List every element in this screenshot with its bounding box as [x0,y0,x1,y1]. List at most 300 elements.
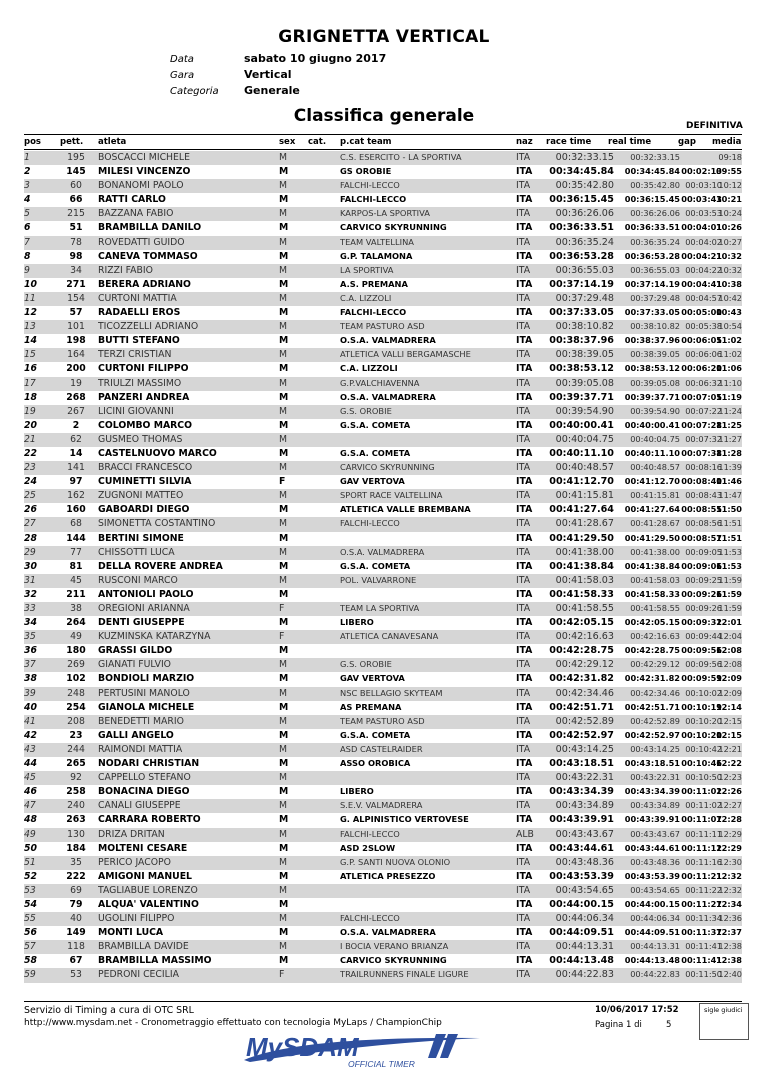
row-race-time: 00:44:13.48 [549,955,614,967]
table-row [24,221,742,235]
table-row [24,898,742,912]
row-athlete: BOSCACCI MICHELE [98,152,190,163]
row-real-time: 00:41:38.84 [624,560,680,571]
row-pos: 42 [24,729,37,741]
row-bib: 160 [66,504,86,516]
row-team: KARPOS-LA SPORTIVA [340,208,430,219]
row-gap: 00:04:21 [681,250,722,261]
table-row [24,433,742,447]
row-nation: ITA [516,729,533,741]
table-row [24,250,742,264]
row-gap: 00:07:32 [685,433,722,444]
row-gap: 00:04:22 [685,264,722,275]
col-header-real: real time [608,137,652,147]
table-row [24,377,742,391]
row-gap: 00:08:56 [685,518,722,529]
row-pos: 59 [24,969,36,981]
row-sex: M [279,447,289,459]
row-pace: 11:51 [715,532,742,543]
table-row [24,306,742,320]
row-pos: 6 [24,222,31,234]
row-real-time: 00:41:58.33 [624,588,680,599]
row-pos: 49 [24,828,36,840]
row-nation: ITA [516,856,531,868]
row-athlete: COLOMBO MARCO [98,419,193,431]
row-athlete: CHISSOTTI LUCA [98,546,175,558]
row-nation: ITA [516,800,531,812]
row-bib: 69 [70,884,82,896]
row-athlete: GUSMEO THOMAS [98,433,183,445]
meta-value-data: sabato 10 giugno 2017 [244,52,387,65]
row-gap: 00:11:34 [685,913,722,924]
row-nation: ITA [516,715,531,727]
row-gap: 00:03:53 [685,208,722,219]
row-nation: ITA [516,264,531,276]
row-team: ATLETICA PRESEZZO [340,870,436,881]
row-team: O.S.A. VALMADRERA [340,546,425,557]
row-bib: 200 [66,363,86,375]
row-gap: 00:04:41 [681,278,722,289]
row-sex: M [279,391,289,403]
row-bib: 118 [67,941,85,953]
row-sex: M [279,462,288,474]
row-sex: M [279,264,288,276]
row-nation: ITA [516,546,531,558]
row-race-time: 00:43:43.67 [555,828,614,840]
row-gap: 00:10:19 [681,701,722,712]
row-athlete: ALQUA' VALENTINO [98,898,199,910]
row-race-time: 00:43:14.25 [555,743,614,755]
row-pace: 11:02 [715,335,742,346]
table-row [24,630,742,644]
row-real-time: 00:38:37.96 [624,335,680,346]
col-header-sex: sex [279,137,296,147]
row-team: GAV VERTOVA [340,476,405,487]
row-team: ASD CASTELRAIDER [340,743,423,754]
row-team: G.S. OROBIE [340,659,392,670]
row-race-time: 00:43:54.65 [555,884,614,896]
row-pace: 12:28 [715,814,742,825]
row-race-time: 00:37:14.19 [549,278,614,290]
row-bib: 2 [72,419,80,431]
row-bib: 60 [70,180,82,192]
row-real-time: 00:41:28.67 [630,518,680,529]
row-bib: 57 [69,307,83,319]
row-pace: 11:19 [715,391,742,402]
row-sex: M [279,786,289,798]
row-sex: M [279,729,289,741]
row-real-time: 00:38:10.82 [630,321,680,332]
row-pos: 25 [24,490,36,502]
row-race-time: 00:42:51.71 [549,701,614,713]
row-pos: 58 [24,955,37,967]
row-race-time: 00:42:52.89 [555,715,614,727]
row-pace: 11:25 [715,419,742,430]
row-race-time: 00:42:34.46 [555,687,614,699]
row-pos: 5 [24,208,30,220]
col-header-gap: gap [678,137,696,147]
row-race-time: 00:43:18.51 [549,758,614,770]
table-row [24,546,742,560]
row-nation: ITA [516,772,531,784]
row-race-time: 00:36:53.28 [549,250,614,262]
row-sex: M [279,490,288,502]
row-pos: 52 [24,870,37,882]
row-gap: 00:02:13 [681,166,722,177]
row-nation: ITA [516,659,531,671]
row-nation: ITA [516,673,533,685]
row-real-time: 00:36:53.28 [624,250,680,261]
table-row [24,320,742,334]
row-team: G.P. TALAMONA [340,250,413,261]
row-bib: 180 [66,645,86,657]
row-pace: 11:53 [718,546,742,557]
table-row [24,391,742,405]
row-real-time: 00:42:34.46 [630,687,680,698]
table-row [24,715,742,729]
row-race-time: 00:41:28.67 [555,518,614,530]
table-row [24,658,742,672]
meta-label-categoria: Categoria [170,86,219,97]
row-pace: 11:50 [715,504,742,515]
row-athlete: RATTI CARLO [98,194,166,206]
row-real-time: 00:44:22.83 [630,969,680,980]
row-pos: 47 [24,800,36,812]
row-race-time: 00:42:28.75 [549,645,614,657]
row-sex: M [279,842,289,854]
col-header-bib: pett. [60,137,84,147]
row-bib: 271 [66,278,86,290]
row-sex: M [279,194,289,206]
row-nation: ITA [516,166,533,178]
row-pace: 11:47 [718,490,742,501]
row-team: LIBERO [340,786,374,797]
row-athlete: BONDIOLI MARZIO [98,673,195,685]
row-pos: 40 [24,701,37,713]
row-bib: 77 [70,546,82,558]
row-sex: M [279,898,289,910]
row-real-time: 00:43:22.31 [630,772,680,783]
row-gap: 00:06:06 [685,349,722,360]
row-pace: 12:15 [715,729,742,740]
row-real-time: 00:42:05.15 [624,617,680,628]
row-race-time: 00:36:26.06 [555,208,614,220]
row-team: I BOCIA VERANO BRIANZA [340,941,449,952]
row-sex: M [279,236,288,248]
row-team: FALCHI-LECCO [340,828,400,839]
row-bib: 62 [70,433,82,445]
row-real-time: 00:42:16.63 [630,631,680,642]
row-nation: ITA [516,645,533,657]
row-bib: 254 [66,701,86,713]
table-row [24,842,742,856]
row-bib: 154 [67,292,85,304]
row-race-time: 00:43:44.61 [549,842,614,854]
row-nation: ITA [516,743,531,755]
row-pace: 12:27 [718,800,742,811]
row-pace: 10:26 [715,222,742,233]
row-athlete: CAPPELLO STEFANO [98,772,191,784]
footer-url[interactable]: http://www.mysdam.net - Cronometraggio effettuato con tecnologia MyLaps / ChampionChip [24,1018,442,1028]
row-pace: 10:12 [718,180,742,191]
row-real-time: 00:39:37.71 [624,391,680,402]
row-race-time: 00:38:53.12 [549,363,614,375]
row-team: G.P. SANTI NUOVA OLONIO [340,856,451,867]
row-race-time: 00:41:15.81 [555,490,614,502]
row-bib: 35 [70,856,82,868]
row-team: ASD 2SLOW [340,842,396,853]
row-athlete: TERZI CRISTIAN [98,349,172,361]
table-row [24,757,742,771]
row-nation: ITA [516,814,533,826]
row-race-time: 00:35:42.80 [555,180,614,192]
row-athlete: CANEVA TOMMASO [98,250,198,262]
row-pos: 16 [24,363,37,375]
row-bib: 211 [66,588,86,600]
row-bib: 102 [66,673,86,685]
row-race-time: 00:40:04.75 [555,433,614,445]
row-sex: M [279,617,289,629]
row-sex: M [279,743,288,755]
row-real-time: 00:41:38.00 [630,546,680,557]
row-race-time: 00:43:34.39 [549,786,614,798]
row-athlete: PERTUSINI MANOLO [98,687,190,699]
row-real-time: 00:35:42.80 [630,180,680,191]
row-real-time: 00:34:45.84 [624,166,680,177]
row-bib: 97 [69,476,83,488]
row-sex: M [279,208,288,220]
row-sex: M [279,870,289,882]
row-gap: 00:10:42 [685,743,722,754]
table-row [24,447,742,461]
col-header-race: race time [546,137,592,147]
row-race-time: 00:36:15.45 [549,194,614,206]
meta-label-gara: Gara [170,70,195,81]
table-row [24,334,742,348]
row-nation: ITA [516,278,533,290]
row-bib: 149 [66,927,86,939]
row-gap: 00:11:07 [681,814,722,825]
row-race-time: 00:43:53.39 [549,870,614,882]
row-gap: 00:08:16 [685,462,722,473]
row-real-time: 00:36:15.45 [624,194,680,205]
row-team: G.S. OROBIE [340,405,392,416]
row-team: C.A. LIZZOLI [340,363,398,374]
row-nation: ITA [516,758,533,770]
row-sex: M [279,687,288,699]
row-pos: 33 [24,603,36,614]
table-row [24,912,742,926]
row-pos: 3 [24,180,30,192]
row-bib: 51 [69,222,83,234]
row-athlete: ANTONIOLI PAOLO [98,588,194,600]
row-team: ATLETICA VALLE BREMBANA [340,504,471,515]
row-athlete: TICOZZELLI ADRIANO [98,321,199,333]
row-race-time: 00:39:05.08 [555,377,614,389]
row-team: GS OROBIE [340,166,392,177]
table-row [24,743,742,757]
row-athlete: RADAELLI EROS [98,307,181,319]
meta-value-categoria: Generale [244,84,300,97]
row-gap: 00:09:59 [681,673,722,684]
row-race-time: 00:39:54.90 [555,405,614,417]
row-race-time: 00:42:52.97 [549,729,614,741]
row-pos: 55 [24,913,36,925]
row-pace: 12:40 [718,969,742,980]
row-real-time: 00:41:58.55 [630,603,680,613]
row-bib: 263 [66,814,86,826]
row-nation: ITA [516,913,531,925]
row-athlete: GALLI ANGELO [98,729,174,741]
row-team: FALCHI-LECCO [340,307,407,318]
row-pos: 13 [24,321,36,333]
row-team: TEAM PASTURO ASD [340,321,425,332]
row-real-time: 00:39:54.90 [630,405,680,416]
table-row [24,532,742,546]
row-real-time: 00:44:13.31 [630,941,680,952]
row-pos: 35 [24,631,36,643]
row-pos: 12 [24,307,37,319]
row-real-time: 00:43:53.39 [624,870,680,881]
row-nation: ITA [516,898,533,910]
table-row [24,884,742,898]
row-race-time: 00:44:22.83 [555,969,614,981]
row-team: GAV VERTOVA [340,673,405,684]
row-real-time: 00:37:14.19 [624,278,680,289]
row-pace: 12:29 [715,842,742,853]
row-nation: ITA [516,292,531,304]
row-nation: ITA [516,433,531,445]
table-row [24,828,742,842]
row-gap: 00:11:41 [681,955,722,966]
row-pos: 26 [24,504,37,516]
row-athlete: BONANOMI PAOLO [98,180,184,192]
row-pace: 11:27 [718,433,742,444]
row-gap: 00:11:02 [681,786,722,797]
row-gap: 00:09:05 [685,546,722,557]
row-pace: 12:22 [715,758,742,769]
row-race-time: 00:41:58.03 [555,574,614,586]
signature-label: sigle giudici [704,1006,743,1014]
row-pos: 7 [24,236,30,248]
row-real-time: 00:43:54.65 [630,884,680,895]
row-bib: 269 [67,659,85,671]
col-header-pos: pos [24,137,41,147]
mysdam-logo [240,1030,490,1070]
row-pos: 36 [24,645,37,657]
row-team: C.S. ESERCITO - LA SPORTIVA [340,152,462,162]
row-race-time: 00:41:27.64 [549,504,614,516]
row-team: G.S.A. COMETA [340,729,411,740]
row-nation: ITA [516,321,531,333]
row-pace: 12:34 [715,898,742,909]
row-athlete: DRIZA DRITAN [98,828,165,840]
row-gap: 00:06:05 [681,335,722,346]
row-pos: 34 [24,617,37,629]
row-pos: 32 [24,588,37,600]
row-race-time: 00:42:31.82 [549,673,614,685]
row-athlete: CUMINETTI SILVIA [98,476,192,488]
row-race-time: 00:36:33.51 [549,222,614,234]
row-nation: ITA [516,462,531,474]
row-pace: 10:42 [718,292,742,303]
row-nation: ITA [516,701,533,713]
row-pos: 53 [24,884,36,896]
row-team: CARVICO SKYRUNNING [340,222,447,233]
row-pace: 12:32 [715,870,742,881]
row-bib: 98 [69,250,83,262]
table-row [24,799,742,813]
row-athlete: MOLTENI CESARE [98,842,188,854]
signature-box [699,1003,749,1040]
row-bib: 68 [70,518,82,530]
row-bib: 184 [66,842,86,854]
row-nation: ITA [516,518,531,530]
row-pos: 9 [24,264,30,276]
row-pos: 50 [24,842,37,854]
row-race-time: 00:32:33.15 [555,152,614,163]
row-team: ASSO OROBICA [340,758,411,769]
row-nation: ITA [516,377,531,389]
row-nation: ITA [516,180,531,192]
row-team: O.S.A. VALMADRERA [340,335,436,346]
row-real-time: 00:43:34.39 [624,786,680,797]
row-bib: 208 [67,715,85,727]
row-gap: 00:11:22 [685,884,722,895]
row-gap: 00:09:06 [681,560,722,571]
row-nation: ITA [516,208,531,220]
row-team: LA SPORTIVA [340,264,394,275]
row-race-time: 00:42:29.12 [555,659,614,671]
row-pace: 10:27 [718,236,742,247]
table-row [24,602,742,616]
row-gap: 00:11:12 [681,842,722,853]
row-gap: 00:09:25 [685,574,722,585]
row-pos: 10 [24,278,37,290]
row-nation: ITA [516,447,533,459]
row-athlete: ROVEDATTI GUIDO [98,236,185,248]
row-pos: 37 [24,659,36,671]
row-race-time: 00:44:06.34 [555,913,614,925]
row-athlete: MONTI LUCA [98,927,164,939]
row-sex: M [279,856,288,868]
row-pace: 10:21 [715,194,742,205]
row-gap: 00:08:43 [685,490,722,501]
table-row [24,236,742,250]
row-real-time: 00:44:06.34 [630,913,680,924]
row-bib: 53 [70,969,82,981]
logo-tagline: OFFICIAL TIMER [348,1059,415,1069]
row-nation: ITA [516,236,531,248]
row-sex: M [279,504,289,516]
row-gap: 00:09:56 [685,659,722,670]
row-gap: 00:11:27 [681,898,722,909]
row-pos: 19 [24,405,36,417]
row-pace: 11:59 [718,574,742,585]
row-real-time: 00:41:58.03 [630,574,680,585]
row-bib: 67 [69,955,83,967]
row-real-time: 00:43:44.61 [624,842,680,853]
row-real-time: 00:41:27.64 [624,504,680,515]
col-header-team: p.cat team [340,137,392,147]
row-sex: M [279,772,288,784]
row-athlete: ZUGNONI MATTEO [98,490,184,502]
row-pos: 20 [24,419,37,431]
row-athlete: BONACINA DIEGO [98,786,190,798]
row-team: TEAM PASTURO ASD [340,715,425,726]
table-row [24,165,742,179]
row-real-time: 00:40:11.10 [624,447,680,458]
